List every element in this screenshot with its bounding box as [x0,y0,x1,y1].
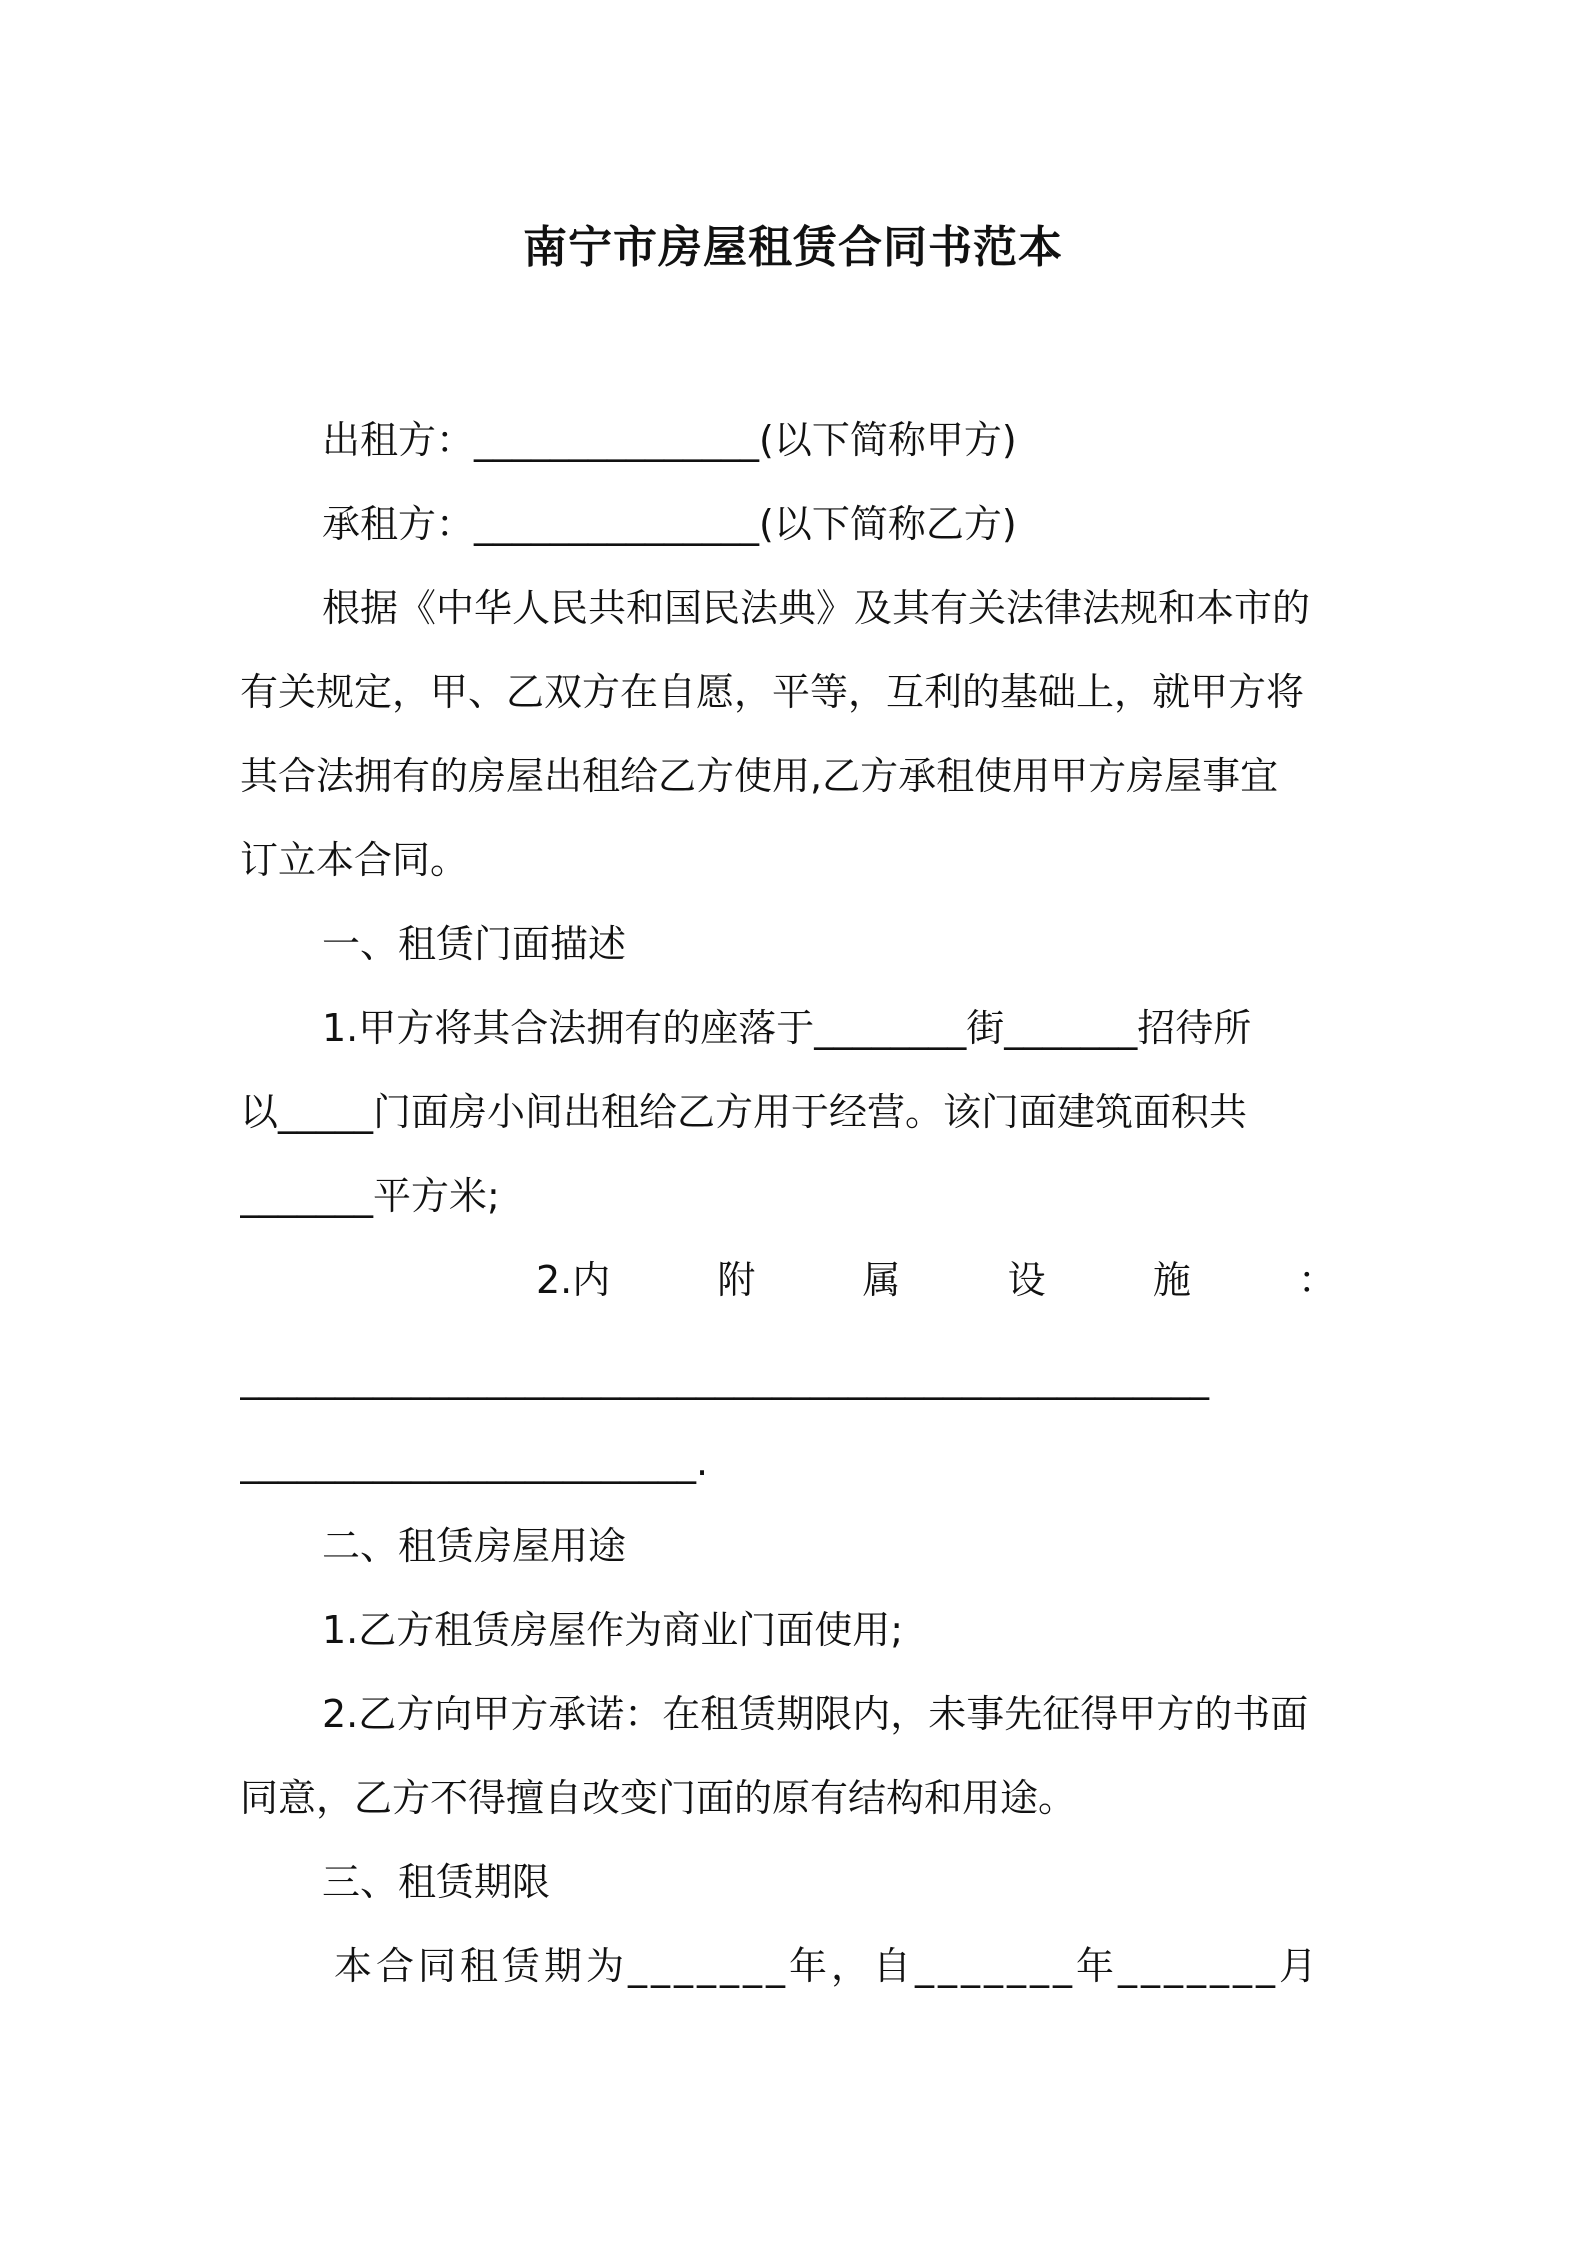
paragraph-line: 订立本合同。 [240,838,469,882]
facilities-line [536,1252,1336,1308]
paragraph-line: 2.乙方向甲方承诺：在租赁期限内，未事先征得甲方的书面 [322,1692,1309,1736]
paragraph-line: _______平方米; [240,1174,500,1218]
facilities-word: 属 [862,1258,901,1302]
paragraph-line: 有关规定，甲、乙双方在自愿，平等，互利的基础上，就甲方将 [240,670,1305,714]
paragraph-line: 同意，乙方不得擅自改变门面的原有结构和用途。 [240,1776,1077,1820]
lessor-line: 出租方：_______________(以下简称甲方) [322,418,1017,462]
paragraph-line: 1.甲方将其合法拥有的座落于________街_______招待所 [322,1006,1252,1050]
facilities-word: 设 [1007,1258,1046,1302]
paragraph-line: 本合同租赁期为_______年，自_______年_______月 [334,1944,1322,1988]
section-heading: 一、租赁门面描述 [322,922,627,966]
blank-line: ________________________. [240,1440,709,1484]
facilities-word: ： [1297,1258,1336,1302]
facilities-word: 附 [717,1258,756,1302]
blank-line: ___________________________________________________ [240,1356,1209,1400]
paragraph-line: 以_____门面房小间出租给乙方用于经营。该门面建筑面积共 [240,1090,1248,1134]
facilities-word: 施 [1152,1258,1191,1302]
section-heading: 三、租赁期限 [322,1860,551,1904]
paragraph-line: 1.乙方租赁房屋作为商业门面使用; [322,1608,904,1652]
paragraph-line: 根据《中华人民共和国民法典》及其有关法律法规和本市的 [322,586,1311,630]
paragraph-line: 其合法拥有的房屋出租给乙方使用,乙方承租使用甲方房屋事宜 [240,754,1279,798]
facilities-word: 2.内 [536,1258,611,1302]
document-title: 南宁市房屋租赁合同书范本 [523,222,1063,273]
section-heading: 二、租赁房屋用途 [322,1524,627,1568]
lessee-line: 承租方：_______________(以下简称乙方) [322,502,1017,546]
